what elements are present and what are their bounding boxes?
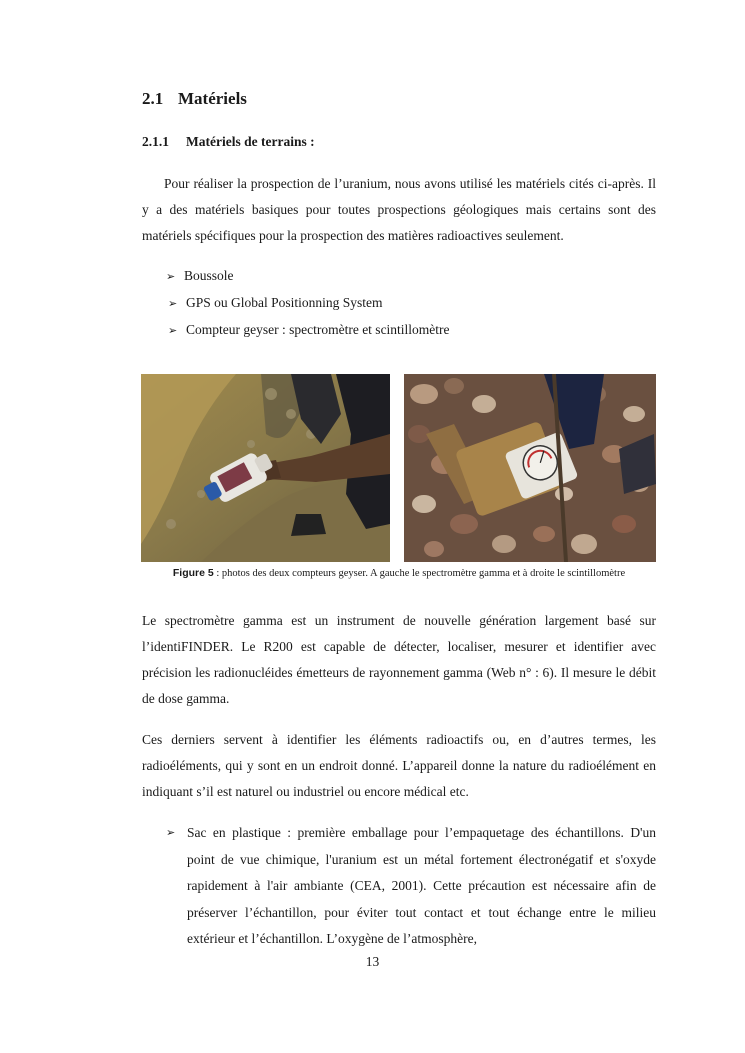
subsection-title: Matériels de terrains : xyxy=(186,134,315,149)
photo-spectrometer xyxy=(141,374,390,562)
list-item-text: Compteur geyser : spectromètre et scintillomètre xyxy=(186,322,450,337)
figure-caption xyxy=(142,566,656,581)
page-number: 13 xyxy=(365,954,380,969)
subsection-heading xyxy=(142,134,315,150)
arrow-bullet-icon: ➢ xyxy=(168,297,178,310)
arrow-bullet-icon: ➢ xyxy=(166,826,176,839)
spectrometer-paragraph: Le spectromètre gamma est un instrument de nouvelle génération largement basé sur l’identiFINDER. Le R200 est capable de détecter, localiser, mesurer et identifier avec précision les radionucléides émetteurs de rayonnement gamma (Web n° : 6). Il mesure le débit de dose gamma. xyxy=(142,613,656,706)
arrow-bullet-icon: ➢ xyxy=(166,270,176,283)
list-item xyxy=(168,317,450,344)
subsection-number: 2.1.1 xyxy=(142,134,169,149)
bag-list-item xyxy=(166,820,656,953)
section-number: 2.1 xyxy=(142,89,164,108)
figure-caption-text: : photos des deux compteurs geyser. A gauche le spectromètre gamma et à droite le scintillomètre xyxy=(213,568,626,579)
equipment-list xyxy=(166,263,450,344)
list-item xyxy=(168,290,450,317)
list-item xyxy=(166,263,450,290)
elements-paragraph: Ces derniers servent à identifier les éléments radioactifs ou, en d’autres termes, les radioéléments, qui y sont en un endroit donné. L’appareil donne la nature du radioélément en indiquant s’il est naturel ou industriel ou encore médical etc. xyxy=(142,732,656,799)
intro-paragraph: Pour réaliser la prospection de l’uranium, nous avons utilisé les matériels cités ci-après. Il y a des matériels basiques pour toutes prospections géologiques mais certains sont des matériels spécifiques pour la prospection des matières radioactives seulement. xyxy=(142,176,656,243)
photo-scintillometer xyxy=(404,374,656,562)
list-item-text: GPS ou Global Positionning System xyxy=(186,295,383,310)
section-title: Matériels xyxy=(178,89,247,108)
bag-list-item-text: Sac en plastique : première emballage pour l’empaquetage des échantillons. D'un point de vue chimique, l'uranium est un métal fortement électronégatif et s'oxyde rapidement à l'air ambiante (CEA, 2001). Cette précaution est nécessaire afin de préserver l’échantillon, pour éviter tout contact et tout échange entre le milieu extérieur et l’échantillon. L’oxygène de l’atmosphère, xyxy=(187,825,656,946)
list-item-text: Boussole xyxy=(184,268,234,283)
figure-label: Figure 5 xyxy=(172,567,214,579)
section-heading xyxy=(142,89,247,109)
arrow-bullet-icon: ➢ xyxy=(168,324,178,337)
